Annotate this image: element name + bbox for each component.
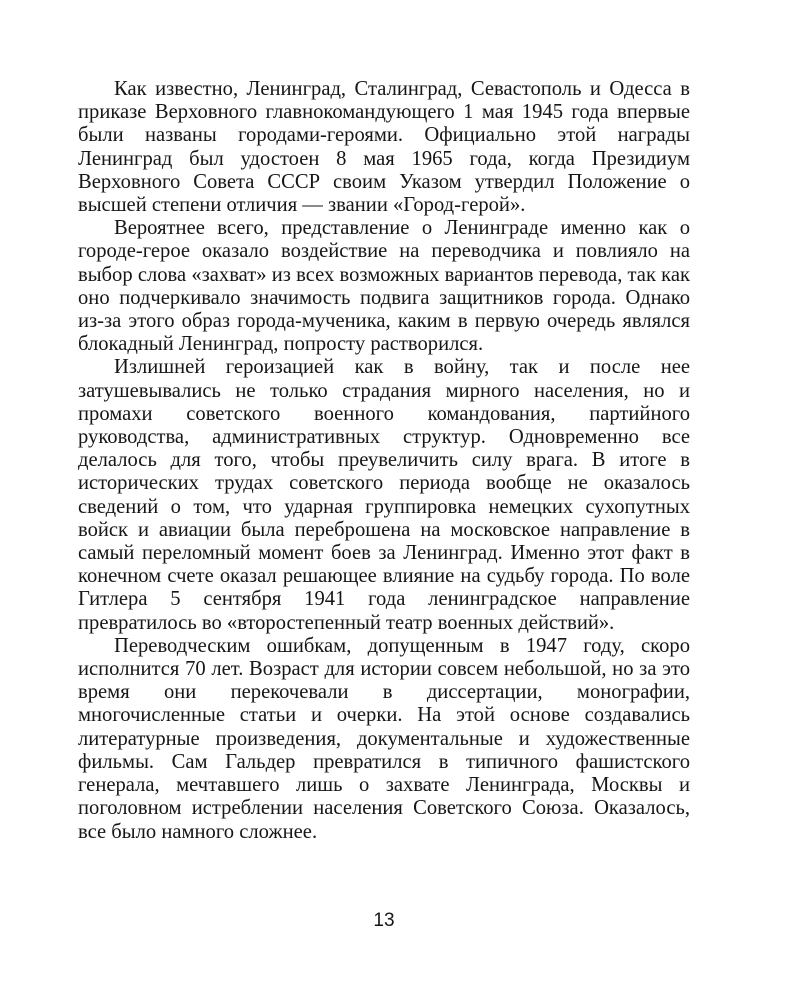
paragraph-4: Переводческим ошибкам, допущенным в 1947 году, скоро исполнится 70 лет. Возраст для истории совсем небольшой, но за это время они перекочевали в диссертации, монографии, многочисленные статьи и очерки. На этой основе создавались литературные произведения, документальные и художественные фильмы. Сам Гальдер превратился в типичного фашистского генерала, мечтавшего лишь о захвате Ленинграда, Москвы и поголовном истреблении населения Советского Союза. Оказалось, все было намного сложнее. [78, 634, 690, 843]
page-body [78, 78, 690, 844]
paragraph-2: Вероятнее всего, представление о Ленинграде именно как о городе-герое оказало воздействие на переводчика и повлияло на выбор слова «захват» из всех возможных вариантов перевода, так как оно подчеркивало значимость подвига защитников города. Однако из-за этого образ города-мученика, каким в первую очередь являлся блокадный Ленинград, попросту растворился. [78, 217, 690, 356]
page-number: 13 [373, 910, 395, 931]
paragraph-1: Как известно, Ленинград, Сталинград, Севастополь и Одесса в приказе Верховного главнокомандующего 1 мая 1945 года впервые были названы городами-героями. Официально этой награды Ленинград был удостоен 8 мая 1965 года, когда Президиум Верховного Совета СССР своим Указом утвердил Положение о высшей степени отличия — звании «Город-герой». [78, 78, 690, 217]
paragraph-3: Излишней героизацией как в войну, так и после нее затушевывались не только страдания мирного населения, но и промахи советского военного командования, партийного руководства, административных структур. Одновременно все делалось для того, чтобы преувеличить силу врага. В итоге в исторических трудах советского периода вообще не оказалось сведений о том, что ударная группировка немецких сухопутных войск и авиации была переброшена на московское направление в самый переломный момент боев за Ленинград. Именно этот факт в конечном счете оказал решающее влияние на судьбу города. По воле Гитлера 5 сентября 1941 года ленинградское направление превратилось во «второстепенный театр военных действий». [78, 356, 690, 634]
